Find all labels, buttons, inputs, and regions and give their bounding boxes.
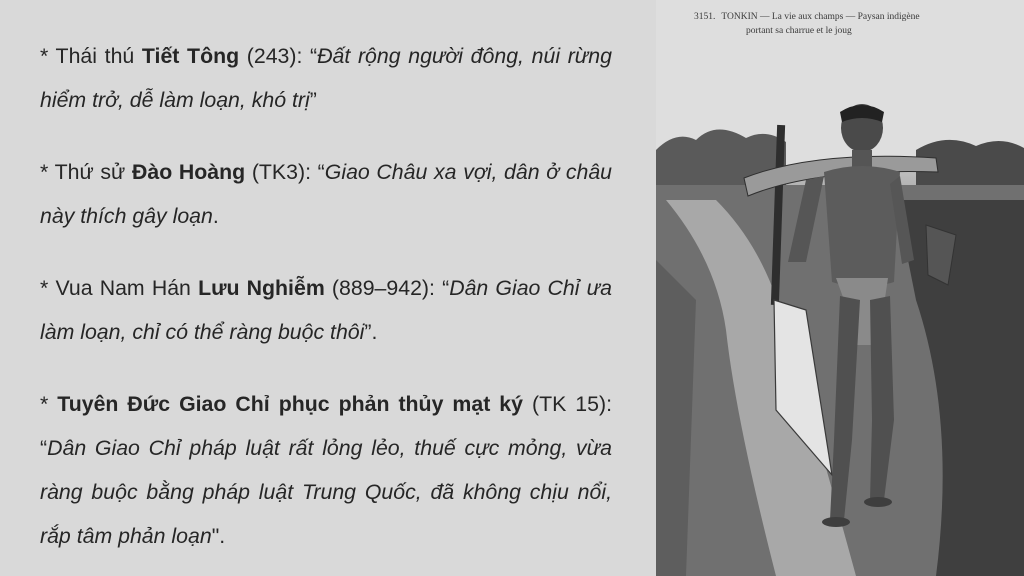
quote-text: * <box>40 392 58 416</box>
caption-number: 3151. <box>694 12 716 22</box>
quote-citation: Dân Giao Chỉ pháp luật rất lỏng lẻo, thuế cực mỏng, vừa ràng buộc bằng pháp luật Trung Quốc, đã không chịu nổi, rắp tâm phản loạn <box>40 436 612 548</box>
quote-item <box>40 34 612 122</box>
quote-text: * Thứ sử <box>40 160 132 184</box>
quote-text: (889–942): “ <box>324 276 450 300</box>
quote-citation: Dân Giao Chỉ ưa làm loạn, chỉ có thể ràng buộc thôi <box>40 276 613 344</box>
photo-illustration <box>656 0 1024 576</box>
photo-caption <box>694 10 1014 38</box>
historical-photo <box>656 0 1024 576</box>
quote-text: ” <box>309 88 317 112</box>
quote-author: Tuyên Đức Giao Chỉ phục phản thủy mạt ký <box>57 392 523 416</box>
quote-text: ”. <box>364 320 378 344</box>
quote-text: (TK3): “ <box>245 160 325 184</box>
quote-item <box>40 150 612 238</box>
quote-citation: Giao Châu xa vợi, dân ở châu này thích gây loạn <box>40 160 613 228</box>
quote-item <box>40 382 612 558</box>
caption-line-1: TONKIN — La vie aux champs — Paysan indigène <box>721 12 920 22</box>
quote-text: * Thái thú <box>40 44 142 68</box>
quote-item <box>40 266 612 354</box>
quote-author: Đào Hoàng <box>131 160 246 184</box>
quote-author: Lưu Nghiễm <box>198 276 325 300</box>
quote-list <box>40 34 612 558</box>
quote-citation: Đất rộng người đông, núi rừng hiểm trở, dễ làm loạn, khó trị <box>40 44 612 112</box>
quote-text: ". <box>211 524 226 548</box>
quote-text: . <box>212 204 219 228</box>
quote-author: Tiết Tông <box>141 44 240 68</box>
caption-line-2: portant sa charrue et le joug <box>746 26 852 36</box>
quote-text: (TK 15): “ <box>40 392 612 460</box>
quote-text: * Vua Nam Hán <box>40 276 199 300</box>
quote-text: (243): “ <box>239 44 318 68</box>
